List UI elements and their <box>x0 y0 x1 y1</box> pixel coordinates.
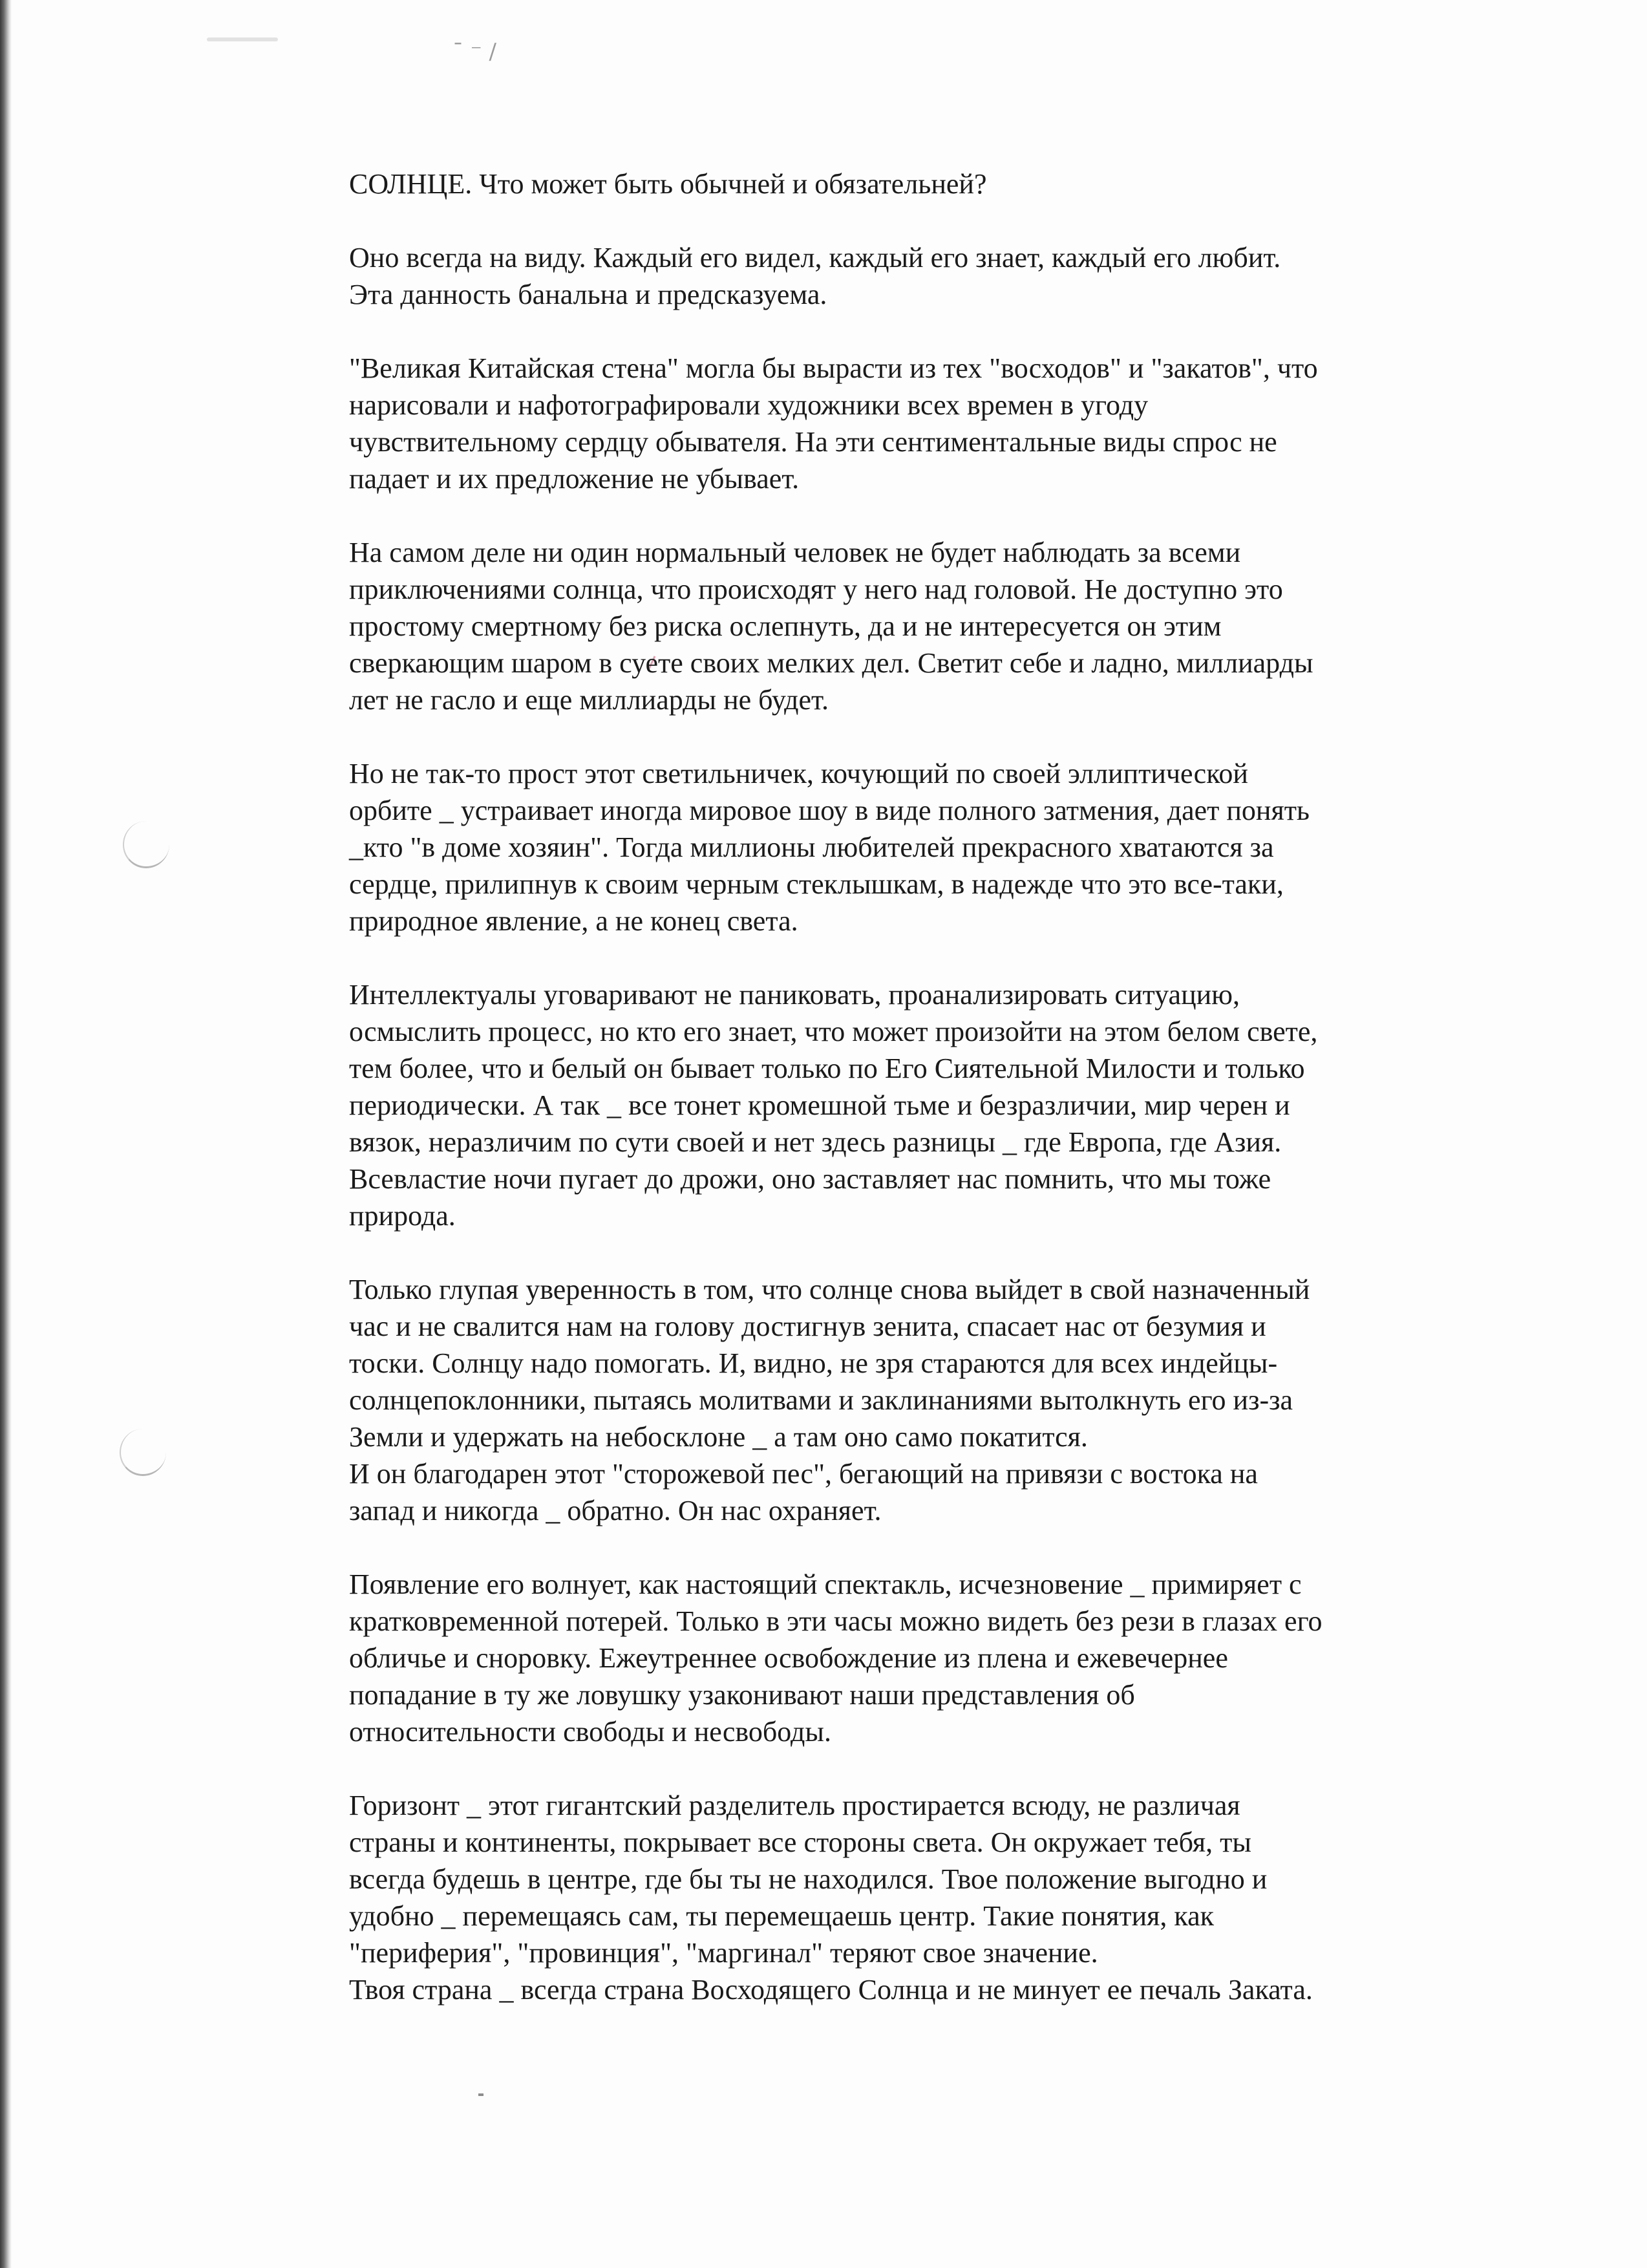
paragraph-5 <box>349 755 1513 939</box>
paragraph-6 <box>349 976 1513 1234</box>
text-line: запад и никогда _ обратно. Он нас охраняет. <box>349 1495 882 1526</box>
text-line: тоски. Солнцу надо помогать. И, видно, не зря стараются для всех индейцы- <box>349 1347 1278 1379</box>
text-line: Твоя страна _ всегда страна Восходящего Солнца и не минует ее печаль Заката. <box>349 1974 1313 2006</box>
text-line: обличье и сноровку. Ежеутреннее освобождение из плена и ежевечернее <box>349 1642 1228 1674</box>
text-line: осмыслить процесс, но кто его знает, что может произойти на этом белом свете, <box>349 1016 1318 1047</box>
text-line: тем более, что и белый он бывает только по Его Сиятельной Милости и только <box>349 1053 1305 1084</box>
text-line: лет не гасло и еще миллиарды не будет. <box>349 684 829 716</box>
text-line: _кто "в доме хозяин". Тогда миллионы любителей прекрасного хватаются за <box>349 831 1274 863</box>
text-line: солнцепоклонники, пытаясь молитвами и заклинаниями вытолкнуть его из-за <box>349 1384 1293 1416</box>
text-line: падает и их предложение не убывает. <box>349 463 800 495</box>
text-line: вязок, неразличим по сути своей и нет здесь разницы _ где Европа, где Азия. <box>349 1126 1282 1158</box>
text-line: всегда будешь в центре, где бы ты не находился. Твое положение выгодно и <box>349 1863 1268 1895</box>
text-line: Земли и удержать на небосклоне _ а там оно само покатится. <box>349 1421 1088 1453</box>
text-line: Эта данность банальна и предсказуема. <box>349 279 827 310</box>
paragraph-8 <box>349 1566 1513 1750</box>
text-line: сверкающим шаром в суете своих мелких дел. Светит себе и ладно, миллиарды <box>349 647 1313 679</box>
document-body <box>349 166 1513 2045</box>
paragraph-7 <box>349 1271 1513 1529</box>
punch-hole-mark-upper <box>123 821 169 868</box>
text-line: Горизонт _ этот гигантский разделитель простирается всюду, не различая <box>349 1790 1240 1821</box>
text-line: природа. <box>349 1200 456 1232</box>
text-line: час и не свалится нам на голову достигнув зенита, спасает нас от безумия и <box>349 1311 1266 1342</box>
text-line: Всевластие ночи пугает до дрожи, оно заставляет нас помнить, что мы тоже <box>349 1163 1271 1195</box>
text-line: Появление его волнует, как настоящий спектакль, исчезновение _ примиряет с <box>349 1568 1302 1600</box>
text-line: "Великая Китайская стена" могла бы вырасти из тех "восходов" и "закатов", что <box>349 352 1318 384</box>
text-line: сердце, прилипнув к своим черным стеклышкам, в надежде что это все-таки, <box>349 868 1284 900</box>
paragraph-9 <box>349 1787 1513 2008</box>
text-line: На самом деле ни один нормальный человек не будет наблюдать за всеми <box>349 537 1241 568</box>
text-line: СОЛНЦЕ. Что может быть обычней и обязательней? <box>349 168 987 200</box>
scan-artifact-bottom <box>478 2093 483 2096</box>
text-line: Но не так-то прост этот светильничек, кочующий по своей эллиптической <box>349 758 1248 789</box>
text-line: удобно _ перемещаясь сам, ты перемещаешь центр. Такие понятия, как <box>349 1900 1214 1932</box>
text-line: кратковременной потерей. Только в эти часы можно видеть без рези в глазах его <box>349 1605 1323 1637</box>
paragraph-2 <box>349 239 1513 313</box>
text-line: орбите _ устраивает иногда мировое шоу в виде полного затмения, дает понять <box>349 795 1310 826</box>
text-line: попадание в ту же ловушку узаконивают наши представления об <box>349 1679 1135 1711</box>
text-line: периодически. А так _ все тонет кромешной тьме и безразличии, мир черен и <box>349 1089 1290 1121</box>
scan-artifact-top <box>207 37 278 41</box>
scan-left-edge <box>0 0 12 2268</box>
text-line: И он благодарен этот "сторожевой пес", бегающий на привязи с востока на <box>349 1458 1258 1490</box>
paragraph-4 <box>349 534 1513 718</box>
paragraph-1 <box>349 166 1513 202</box>
punch-hole-mark-lower <box>120 1429 166 1476</box>
text-line: простому смертному без риска ослепнуть, да и не интересуется он этим <box>349 610 1222 642</box>
text-line: природное явление, а не конец света. <box>349 905 798 937</box>
text-line: страны и континенты, покрывает все стороны света. Он окружает тебя, ты <box>349 1826 1251 1858</box>
text-line: Только глупая уверенность в том, что солнце снова выйдет в свой назначенный <box>349 1274 1310 1305</box>
text-line: относительности свободы и несвободы. <box>349 1716 831 1748</box>
text-line: Оно всегда на виду. Каждый его видел, каждый его знает, каждый его любит. <box>349 242 1281 273</box>
text-line: нарисовали и нафотографировали художники всех времен в угоду <box>349 389 1149 421</box>
paragraph-3 <box>349 350 1513 497</box>
text-line: Интеллектуалы уговаривают не паниковать, проанализировать ситуацию, <box>349 979 1240 1011</box>
scan-artifact-mark: ˉ ⁻ ∕ <box>452 39 497 65</box>
text-line: приключениями солнца, что происходят у него над головой. Не доступно это <box>349 573 1283 605</box>
text-line: "периферия", "провинция", "маргинал" теряют свое значение. <box>349 1937 1098 1969</box>
text-line: чувствительному сердцу обывателя. На эти сентиментальные виды спрос не <box>349 426 1277 458</box>
